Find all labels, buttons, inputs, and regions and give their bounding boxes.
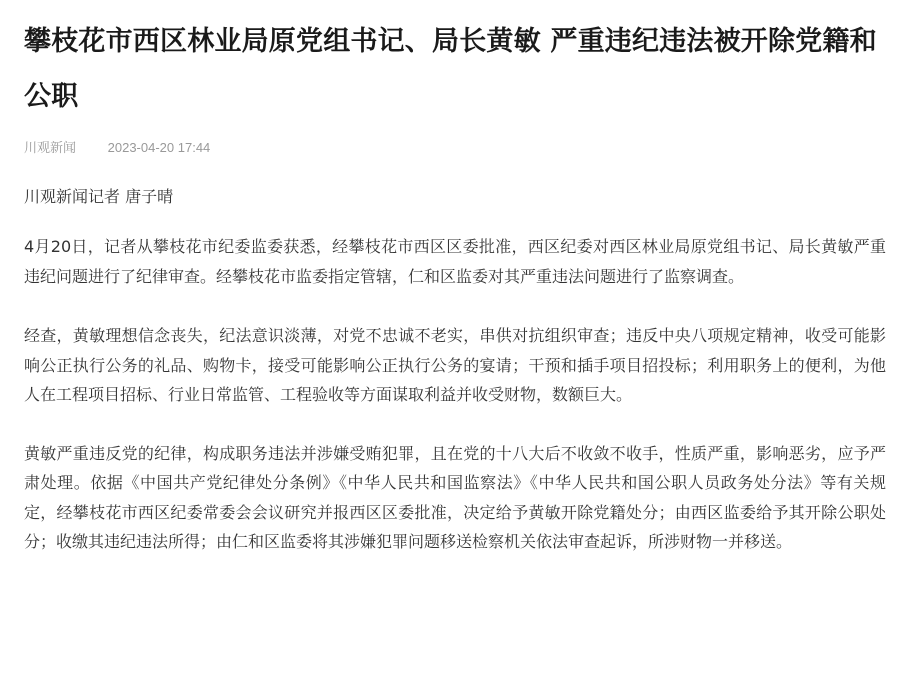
article-source[interactable]: 川观新闻 <box>24 140 77 155</box>
article-byline: 川观新闻记者 唐子晴 <box>24 187 174 206</box>
article-paragraph: 4月20日，记者从攀枝花市纪委监委获悉，经攀枝花市西区区委批准，西区纪委对西区林业局原党组书记、局长黄敏严重违纪问题进行了纪律审查。经攀枝花市监委指定管辖，仁和区监委对其严重违法问题进行了监察调查。 <box>24 237 886 286</box>
article-date: 2023-04-20 17:44 <box>107 140 211 155</box>
article-meta <box>24 139 886 157</box>
article-paragraph: 黄敏严重违反党的纪律，构成职务违法并涉嫌受贿犯罪，且在党的十八大后不收敛不收手，性质严重，影响恶劣，应予严肃处理。依据《中国共产党纪律处分条例》《中华人民共和国监察法》《中华人民共和国公职人员政务处分法》等有关规定，经攀枝花市西区纪委常委会会议研究并报西区区委批准，决定给予黄敏开除党籍处分；由西区监委给予其开除公职处分；收缴其违纪违法所得；由仁和区监委将其涉嫌犯罪问题移送检察机关依法审查起诉，所涉财物一并移送。 <box>24 443 886 551</box>
article-paragraph: 经查，黄敏理想信念丧失，纪法意识淡薄，对党不忠诚不老实，串供对抗组织审查；违反中央八项规定精神，收受可能影响公正执行公务的礼品、购物卡，接受可能影响公正执行公务的宴请；干预和插手项目招投标；利用职务上的便利，为他人在工程项目招标、行业日常监管、工程验收等方面谋取利益并收受财物，数额巨大。 <box>24 326 886 404</box>
article-title: 攀枝花市西区林业局原党组书记、局长黄敏 严重违纪违法被开除党籍和公职 <box>24 26 877 112</box>
